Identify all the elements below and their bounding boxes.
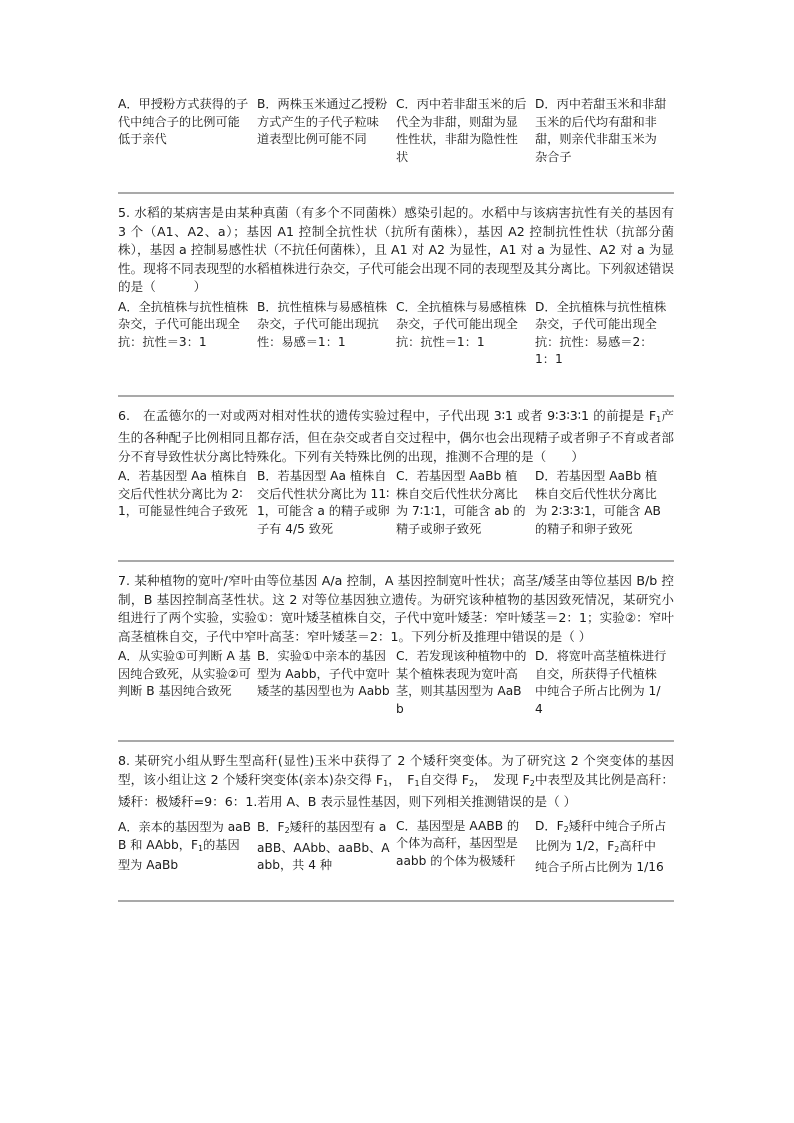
question-7 — [118, 572, 674, 718]
q4-option-a: A．甲授粉方式获得的子代中纯合子的比例可能低于亲代 — [118, 97, 249, 146]
q8-stem-part2: ， F — [388, 771, 415, 787]
q5-options — [118, 299, 674, 369]
q8-option-a — [118, 819, 257, 875]
q8-option-a-part2: 的基因型为 AaBb — [118, 837, 240, 872]
divider — [118, 560, 674, 562]
q8-options — [118, 818, 674, 877]
exam-page — [118, 96, 674, 902]
q6-option-a: A．若基因型 Aa 植株自交后代性状分离比为 2∶1，可能显性纯合子致死 — [118, 469, 248, 518]
q8-sub: 2 — [468, 778, 475, 788]
q8-stem-part3: 自交得 F — [419, 771, 469, 787]
q4-options — [118, 96, 674, 166]
q8-option-b-part2: 矮秆的基因型有 aaBB、AAbb、aaBb、Aabb，共 4 种 — [257, 820, 390, 872]
q8-option-a-part1: A．亲本的基因型为 aaBB 和 AAbb，F — [118, 820, 252, 852]
q7-option-a: A．从实验①可判断 A 基因纯合致死，从实验②可判断 B 基因纯合致死 — [118, 649, 251, 698]
q7-option-c: C．若发现该种植物中的某个植株表现为宽叶高茎，则其基因型为 AaBb — [396, 649, 527, 716]
q8-sub: 1 — [197, 843, 204, 853]
q8-stem-part5: 中表型及其比例是高秆：矮秆：极矮秆=9：6：1.若用 A、B 表示显性基因，则下列相关推测错误的是（ ） — [118, 771, 675, 809]
q6-stem — [118, 407, 674, 467]
q8-stem-part1: 8. 某研究小组从野生型高秆(显性)玉米中获得了 2 个矮秆突变体。为了研究这 2 个突变体的基因型，该小组让这 2 个矮秆突变体(亲本)杂交得 F — [118, 753, 674, 787]
q8-stem — [118, 752, 674, 812]
q5-option-c: C．全抗植株与易感植株杂交，子代可能出现全抗：抗性＝1：1 — [396, 299, 527, 349]
q8-option-d-part3: 高秆中纯合子所占比例为 1/16 — [535, 839, 664, 874]
divider — [118, 192, 674, 194]
q8-option-b-part1: B．F — [257, 820, 285, 834]
q5-option-b: B．抗性植株与易感植株杂交，子代可能出现抗性：易感＝1：1 — [257, 299, 388, 349]
q8-sub: 2 — [614, 845, 620, 854]
q6-option-d: D．若基因型 AaBb 植株自交后代性状分离比为 2∶3∶3∶1，可能含 AB 的精子和卵子致死 — [535, 469, 661, 536]
divider — [118, 900, 674, 902]
q6-stem-part2: 产生的各种配子比例相同且都存活，但在杂交或者自交过程中，偶尔也会出现精子或者卵子不育或者部分不育导致性状分离比特殊化。下列有关特殊比例的出现，推测不合理的是（ ） — [118, 407, 675, 464]
q4-option-d: D．丙中若甜玉米和非甜玉米的后代均有甜和非甜，则亲代非甜玉米为杂合子 — [535, 97, 667, 164]
question-8 — [118, 752, 674, 876]
q7-stem: 7. 某种植物的宽叶/窄叶由等位基因 A/a 控制，A 基因控制宽叶性状；高茎/矮茎由等位基因 B/b 控制，B 基因控制高茎性状。这 2 对等位基因独立遗传。为研究该种植物的基因致死情况，某研究小组进行了两个实验，实验①：宽叶矮茎植株自交，子代中宽叶矮茎：窄叶矮茎＝2：1；实验②：窄叶高茎植株自交，子代中窄叶高茎：窄叶矮茎＝2：1。下列分析及推理中错误的是（ ） — [118, 573, 674, 644]
q7-option-d: D．将宽叶高茎植株进行自交，所获得子代植株中纯合子所占比例为 1/4 — [535, 649, 667, 716]
q8-option-d-part2: 矮秆中纯合子所占比例为 1/2，F — [535, 818, 667, 853]
q6-stem-part1: 6. 在孟德尔的一对或两对相对性状的遗传实验过程中，子代出现 3∶1 或者 9∶3∶3∶1 的前提是 F — [118, 407, 657, 423]
question-6 — [118, 407, 674, 539]
q6-option-b: B．若基因型 Aa 植株自交后代性状分离比为 11∶1，可能含 a 的精子或卵子有 4/5 致死 — [257, 469, 390, 536]
q5-stem: 5. 水稻的某病害是由某种真菌（有多个不同菌株）感染引起的。水稻中与该病害抗性有关的基因有 3 个（A1、A2、a）；基因 A1 控制全抗性状（抗所有菌株），基因 A2 控制抗性性状（抗部分菌株），基因 a 控制易感性状（不抗任何菌株），且 A1 对 A2 为显性，A1 对 a 为显性、A2 对 a 为显性。现将不同表现型的水稻植株进行杂交，子代可能会出现不同的表现型及其分离比。下列叙述错误的是（ ） — [118, 205, 674, 294]
q7-options — [118, 648, 674, 718]
q8-sub: 2 — [284, 826, 290, 835]
q4-option-c: C．丙中若非甜玉米的后代全为非甜，则甜为显性性状，非甜为隐性性状 — [396, 97, 527, 164]
q8-option-d-part1: D．F — [535, 818, 564, 833]
q6-options — [118, 468, 674, 538]
q8-sub: 1 — [414, 778, 420, 788]
q6-option-c: C．若基因型 AaBb 植株自交后代性状分离比为 7∶1∶1，可能含 ab 的精子或卵子致死 — [396, 469, 526, 536]
q7-option-b: B．实验①中亲本的基因型为 Aabb，子代中宽叶矮茎的基因型也为 Aabb — [257, 649, 390, 698]
q8-stem-part4: ， 发现 F — [474, 771, 530, 787]
question-5 — [118, 204, 674, 369]
q5-option-a: A．全抗植株与抗性植株杂交，子代可能出现全抗：抗性＝3：1 — [118, 299, 249, 349]
q6-subscript: 1 — [656, 414, 662, 424]
divider — [118, 740, 674, 742]
divider — [118, 395, 674, 397]
q8-sub: 2 — [563, 824, 569, 834]
q8-sub: 1 — [383, 778, 389, 788]
q8-option-d — [535, 818, 674, 877]
q8-option-c: C．基因型是 AABB 的个体为高秆，基因型是 aabb 的个体为极矮秆 — [396, 818, 520, 868]
q5-option-d: D．全抗植株与抗性植株杂交，子代可能出现全抗：抗性：易感＝2：1：1 — [535, 299, 667, 366]
q8-option-b — [257, 819, 396, 875]
q8-sub: 2 — [529, 778, 535, 788]
q4-option-b: B．两株玉米通过乙授粉方式产生的子代子粒味道表型比例可能不同 — [257, 97, 388, 146]
